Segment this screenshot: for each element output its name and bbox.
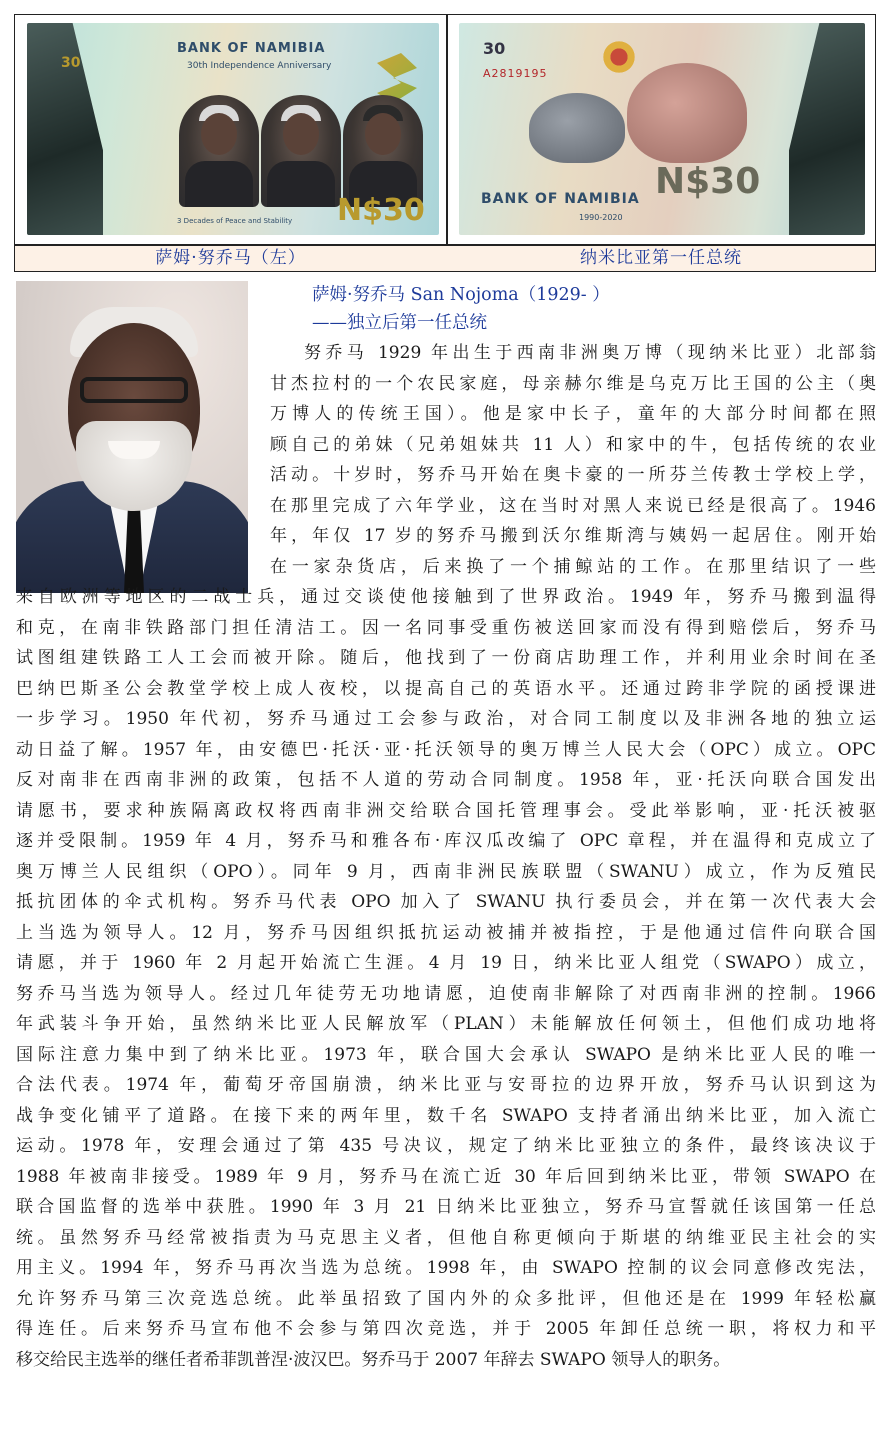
banknote-row (15, 15, 875, 244)
president-portrait-3 (343, 95, 423, 207)
text-line: 运动。1978 年，安理会通过了第 435 号决议，规定了纳米比亚独立的条件，最终该决议于 (16, 1136, 876, 1156)
security-window-back (789, 23, 865, 235)
text-line: 请愿书，要求种族隔离政权将西南非洲交给联合国托管理事会。受此举影响，亚·托沃被驱 (16, 800, 876, 821)
caption-right: 纳米比亚第一任总统 (580, 248, 742, 268)
front-motto: 3 Decades of Peace and Stability (177, 217, 293, 225)
text-line: 抵抗团体的伞式机构。努乔马代表 OPO 加入了 SWANU 执行委员会，并在第一次代表大会 (16, 892, 876, 912)
text-line: 请愿，并于 1960 年 2 月起开始流亡生涯。4 月 19 日，纳米比亚人组党（SWAPO）成立， (16, 953, 876, 973)
text-line: 努乔马 1929 年出生于西南非洲奥万博（现纳米比亚）北部翁 (304, 343, 876, 363)
text-line: 一步学习。1950 年代初，努乔马通过工会参与政治，对合同工制度以及非洲各地的独立运 (16, 709, 876, 729)
text-line: 1988 年被南非接受。1989 年 9 月，努乔马在流亡近 30 年后回到纳米比亚，带领 SWAPO 在 (16, 1166, 876, 1187)
text-line: 甘杰拉村的一个农民家庭，母亲赫尔维是乌克万比王国的公主（奥 (270, 373, 876, 394)
rhino-illustration-left (529, 93, 625, 163)
text-line: 合法代表。1974 年，葡萄牙帝国崩溃，纳米比亚与安哥拉的边界开放，努乔马认识到这为 (16, 1075, 876, 1095)
caption-left: 萨姆·努乔马（左） (155, 248, 306, 268)
back-serial: A2819195 (483, 67, 548, 80)
text-line: 移交给民主选举的继任者希菲凯普涅·波汉巴。努乔马于 2007 年辞去 SWAPO 领导人的职务。 (16, 1349, 731, 1370)
banknote-back-image (459, 23, 865, 235)
text-line: 努乔马当选为领导人。经过几年徒劳无功地请愿，迫使南非解除了对西南非洲的控制。1966 (16, 983, 876, 1004)
bio-subtitle: ——独立后第一任总统 (312, 313, 487, 333)
back-corner-number: 30 (483, 39, 506, 58)
rhino-illustration-right (627, 63, 747, 163)
president-portrait-2 (261, 95, 341, 207)
text-line: 允许努乔马第三次竞选总统。此举虽招致了国内外的众多批评，但他还是在 1999 年轻松赢 (16, 1288, 876, 1309)
coat-of-arms-icon (599, 37, 639, 77)
text-line: 和克，在南非铁路部门担任清洁工。因一名同事受重伤被送回家而没有得到赔偿后，努乔马 (16, 617, 876, 638)
text-line: 动日益了解。1957 年，由安德巴·托沃·亚·托沃领导的奥万博兰人民大会（OPC）成立。OPC (16, 739, 876, 760)
text-line: 在一家杂货店，后来换了一个捕鲸站的工作。在那里结识了一些 (270, 556, 876, 577)
front-denomination: N$30 (337, 193, 425, 228)
text-line: 反对南非在西南非洲的政策，包括不人道的劳动合同制度。1958 年，亚·托沃向联合国发出 (16, 770, 876, 790)
text-line: 顾自己的弟妹（兄弟姐妹共 11 人）和家中的牛，包括传统的农业 (270, 434, 876, 455)
text-line: 用主义。1994 年，努乔马再次当选为总统。1998 年，由 SWAPO 控制的议会同意修改宪法， (16, 1258, 876, 1278)
text-line: 在那里完成了六年学业，这在当时对黑人来说已经是很高了。1946 (270, 495, 876, 516)
back-years: 1990-2020 (579, 213, 623, 222)
text-line: 统。虽然努乔马经常被指责为马克思主义者，但他自称更倾向于斯堪的纳维亚民主社会的实 (16, 1227, 876, 1248)
nujoma-portrait-photo (16, 281, 248, 593)
president-portrait-1 (179, 95, 259, 207)
text-line: 联合国监督的选举中获胜。1990 年 3 月 21 日纳米比亚独立，努乔马宣誓就任该国第一任总 (16, 1197, 876, 1217)
text-line: 巴纳巴斯圣公会教堂学校上成人夜校，以提高自己的英语水平。还通过跨非学院的函授课进 (16, 678, 876, 699)
text-line: 得连任。后来努乔马宣布他不会参与第四次竞选，并于 2005 年卸任总统一职，将权力和平 (16, 1319, 876, 1339)
text-line: 试图组建铁路工人工会而被开除。随后，他找到了一份商店助理工作，并利用业余时间在圣 (16, 648, 876, 668)
text-line: 上当选为领导人。12 月，努乔马因组织抵抗运动被捕并被指控，于是他通过信件向联合国 (16, 922, 876, 943)
bio-paragraph-full (16, 582, 876, 1375)
back-denomination: N$30 (655, 161, 761, 202)
text-line: 万博人的传统王国）。他是家中长子，童年的大部分时间都在照 (270, 404, 876, 424)
front-anniversary: 30th Independence Anniversary (187, 61, 332, 71)
text-line: 年，年仅 17 岁的努乔马搬到沃尔维斯湾与姨妈一起居住。刚开始 (270, 526, 876, 546)
bio-paragraph-beside-photo (270, 338, 876, 582)
text-line: 国际注意力集中到了纳米比亚。1973 年，联合国大会承认 SWAPO 是纳米比亚人民的唯一 (16, 1044, 876, 1065)
text-line: 奥万博兰人民组织（OPO）。同年 9 月，西南非洲民族联盟（SWANU）成立，作为反殖民 (16, 861, 876, 882)
banknote-divider (446, 15, 448, 244)
text-line: 年武装斗争开始，虽然纳米比亚人民解放军（PLAN）未能解放任何领土，但他们成功地将 (16, 1014, 876, 1034)
bio-title: 萨姆·努乔马 San Nojoma（1929- ） (312, 285, 610, 305)
text-line: 来自欧洲等地区的二战士兵，通过交谈使他接触到了世界政治。1949 年，努乔马搬到温得 (16, 587, 876, 607)
front-bank-name: BANK OF NAMIBIA (177, 41, 326, 56)
text-line: 活动。十岁时，努乔马开始在奥卡豪的一所芬兰传教士学校上学， (270, 465, 876, 485)
front-corner-number: 30 (61, 55, 81, 71)
banknote-front-image (27, 23, 439, 235)
banknote-panel (14, 14, 876, 272)
back-bank-name: BANK OF NAMIBIA (481, 191, 640, 207)
text-line: 逐并受限制。1959 年 4 月，努乔马和雅各布·库汉瓜改编了 OPC 章程，并在温得和克成立了 (16, 831, 876, 851)
text-line: 战争变化铺平了道路。在接下来的两年里，数千名 SWAPO 支持者涌出纳米比亚，加入流亡 (16, 1105, 876, 1126)
